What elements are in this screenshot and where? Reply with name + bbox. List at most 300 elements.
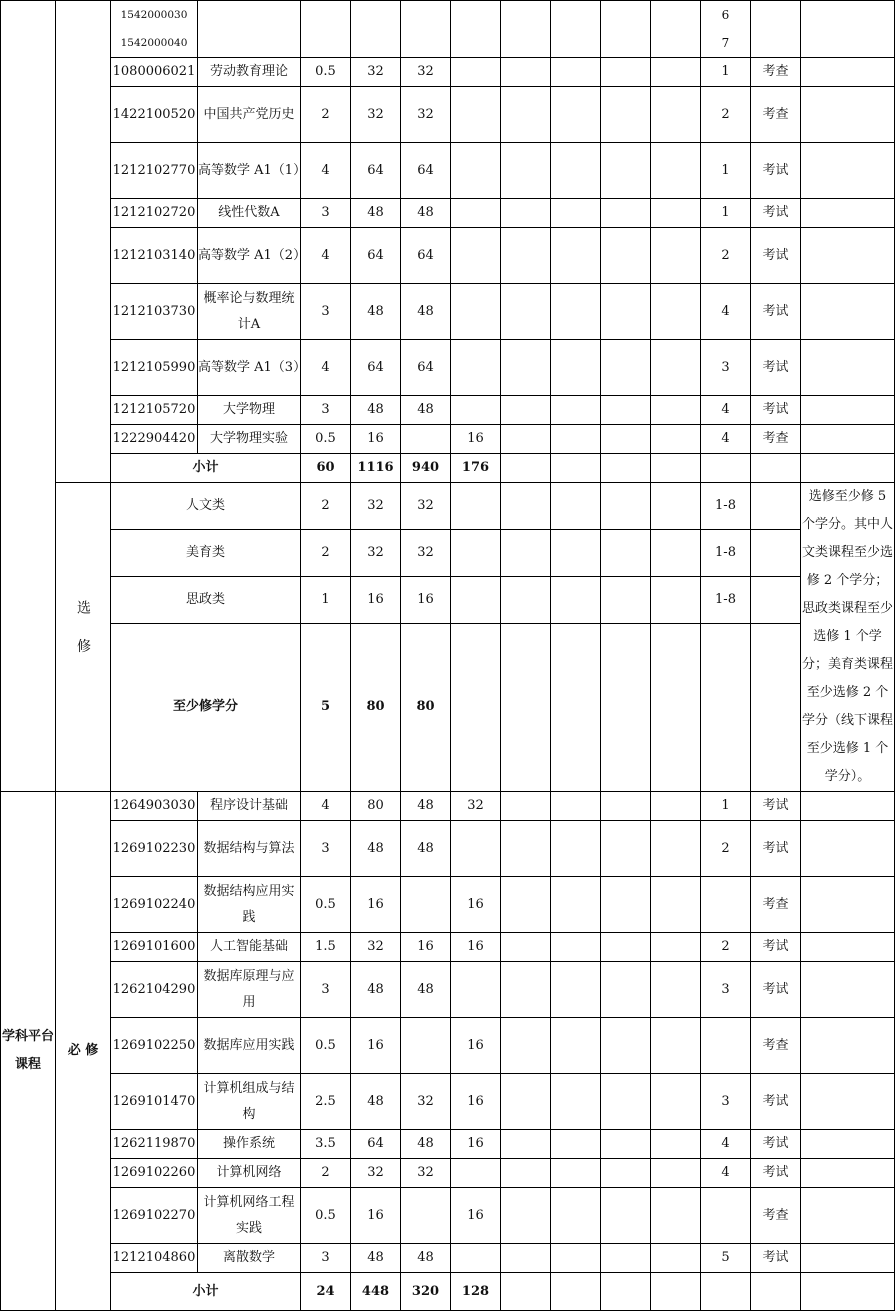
course-name: 数据库应用实践 <box>198 1018 301 1074</box>
course-name: 数据结构与算法 <box>198 821 301 877</box>
lecture-hours: 32 <box>401 58 451 87</box>
credit: 3 <box>301 396 351 425</box>
empty-cell <box>551 1130 601 1159</box>
empty-cell <box>651 1159 701 1188</box>
total-hours: 48 <box>351 1244 401 1273</box>
empty-cell <box>651 933 701 962</box>
assessment: 考试 <box>751 1159 801 1188</box>
course-code: 1080006021 <box>111 58 198 87</box>
empty-cell <box>601 821 651 877</box>
subtotal-hours: 448 <box>351 1273 401 1311</box>
table-row <box>1 1018 895 1074</box>
empty-cell <box>651 284 701 340</box>
subtotal-label: 小计 <box>111 454 301 483</box>
total-hours: 48 <box>351 821 401 877</box>
empty-cell <box>501 1018 551 1074</box>
credit: 4 <box>301 143 351 199</box>
min-lecture: 80 <box>401 623 451 791</box>
lab-hours: 32 <box>451 792 501 821</box>
empty-cell <box>551 1 601 58</box>
credit: 2.5 <box>301 1074 351 1130</box>
note-cell <box>801 1244 895 1273</box>
credit: 3 <box>301 199 351 228</box>
note-cell <box>801 284 895 340</box>
empty-cell <box>651 87 701 143</box>
empty-cell <box>551 1159 601 1188</box>
course-name <box>198 1 301 58</box>
lecture-hours: 32 <box>401 529 451 576</box>
table-row <box>1 1130 895 1159</box>
empty-cell <box>451 529 501 576</box>
empty-cell <box>601 1018 651 1074</box>
type-label: 必 修 <box>56 792 111 1311</box>
empty-cell <box>751 483 801 530</box>
empty-cell <box>701 454 751 483</box>
empty-cell <box>651 1 701 58</box>
type-cell <box>56 1 111 483</box>
note-cell <box>801 1130 895 1159</box>
lecture-hours: 48 <box>401 396 451 425</box>
empty-cell <box>751 576 801 623</box>
assessment: 考试 <box>751 933 801 962</box>
note-cell <box>801 1018 895 1074</box>
empty-cell <box>651 1018 701 1074</box>
note-cell <box>801 877 895 933</box>
assessment: 考试 <box>751 199 801 228</box>
empty-cell <box>601 1074 651 1130</box>
empty-cell <box>651 454 701 483</box>
table-row <box>1 623 895 791</box>
assessment: 考试 <box>751 340 801 396</box>
empty-cell <box>801 1273 895 1311</box>
semester: 1 <box>701 199 751 228</box>
note-cell <box>801 396 895 425</box>
lecture-hours: 32 <box>401 1074 451 1130</box>
empty-cell <box>501 1074 551 1130</box>
empty-cell <box>551 228 601 284</box>
empty-cell <box>551 877 601 933</box>
total-hours: 16 <box>351 877 401 933</box>
min-credit: 5 <box>301 623 351 791</box>
empty-cell <box>651 1244 701 1273</box>
course-name: 计算机网络工程实践 <box>198 1188 301 1244</box>
empty-cell <box>651 529 701 576</box>
empty-cell <box>801 454 895 483</box>
course-code: 1269102260 <box>111 1159 198 1188</box>
total-hours: 32 <box>351 87 401 143</box>
empty-cell <box>601 143 651 199</box>
table-row <box>1 1244 895 1273</box>
lecture-hours: 48 <box>401 792 451 821</box>
empty-cell <box>651 396 701 425</box>
semester: 1-8 <box>701 483 751 530</box>
table-row <box>1 483 895 530</box>
note-cell <box>801 143 895 199</box>
table-row <box>1 228 895 284</box>
table-row <box>1 821 895 877</box>
course-name: 数据库原理与应用 <box>198 962 301 1018</box>
course-code: 1212103140 <box>111 228 198 284</box>
note-cell <box>801 1159 895 1188</box>
lab-hours: 16 <box>451 1130 501 1159</box>
course-code: 1269102230 <box>111 821 198 877</box>
lab-hours: 16 <box>451 1074 501 1130</box>
empty-cell <box>501 576 551 623</box>
total-hours <box>351 1 401 58</box>
empty-cell <box>651 483 701 530</box>
semester: 3 <box>701 1074 751 1130</box>
empty-cell <box>601 199 651 228</box>
min-credit-label: 至少修学分 <box>111 623 301 791</box>
empty-cell <box>551 199 601 228</box>
group-cell <box>1 1 56 792</box>
empty-cell <box>651 199 701 228</box>
note-cell <box>801 340 895 396</box>
empty-cell <box>501 1244 551 1273</box>
course-code: 1212104860 <box>111 1244 198 1273</box>
note-cell <box>801 1 895 58</box>
empty-cell <box>601 1 651 58</box>
empty-cell <box>651 1130 701 1159</box>
table-row <box>1 454 895 483</box>
credit: 2 <box>301 1159 351 1188</box>
empty-cell <box>601 228 651 284</box>
empty-cell <box>501 529 551 576</box>
empty-cell <box>501 396 551 425</box>
empty-cell <box>601 1130 651 1159</box>
subtotal-label: 小计 <box>111 1273 301 1311</box>
course-code: 1269101600 <box>111 933 198 962</box>
group-label: 学科平台课程 <box>1 792 56 1311</box>
note-cell <box>801 199 895 228</box>
empty-cell <box>651 228 701 284</box>
table-row <box>1 58 895 87</box>
total-hours: 48 <box>351 1074 401 1130</box>
total-hours: 64 <box>351 228 401 284</box>
semester: 5 <box>701 1244 751 1273</box>
credit: 2 <box>301 483 351 530</box>
empty-cell <box>651 821 701 877</box>
course-name: 计算机组成与结构 <box>198 1074 301 1130</box>
credit: 4 <box>301 228 351 284</box>
semester <box>701 1 751 58</box>
lab-hours <box>451 58 501 87</box>
lecture-hours: 32 <box>401 1159 451 1188</box>
elective-type: 美育类 <box>111 529 301 576</box>
empty-cell <box>651 1188 701 1244</box>
total-hours: 16 <box>351 425 401 454</box>
empty-cell <box>501 792 551 821</box>
course-code: 1262119870 <box>111 1130 198 1159</box>
empty-cell <box>601 1188 651 1244</box>
credit: 0.5 <box>301 1188 351 1244</box>
lecture-hours: 32 <box>401 87 451 143</box>
lecture-hours: 64 <box>401 143 451 199</box>
total-hours: 16 <box>351 1018 401 1074</box>
semester: 1-8 <box>701 529 751 576</box>
empty-cell <box>551 284 601 340</box>
lab-hours <box>451 396 501 425</box>
empty-cell <box>601 1273 651 1311</box>
min-hours: 80 <box>351 623 401 791</box>
empty-cell <box>501 1159 551 1188</box>
empty-cell <box>601 284 651 340</box>
semester <box>701 1018 751 1074</box>
empty-cell <box>601 1244 651 1273</box>
total-hours: 48 <box>351 199 401 228</box>
course-name: 劳动教育理论 <box>198 58 301 87</box>
lab-hours: 16 <box>451 1018 501 1074</box>
lecture-hours <box>401 425 451 454</box>
table-row <box>1 962 895 1018</box>
empty-cell <box>651 576 701 623</box>
semester: 1-8 <box>701 576 751 623</box>
course-name: 数据结构应用实践 <box>198 877 301 933</box>
lecture-hours: 16 <box>401 933 451 962</box>
credit: 3 <box>301 821 351 877</box>
assessment: 考查 <box>751 425 801 454</box>
semester: 2 <box>701 87 751 143</box>
assessment: 考查 <box>751 877 801 933</box>
course-code: 1212105990 <box>111 340 198 396</box>
lecture-hours <box>401 877 451 933</box>
table-row <box>1 396 895 425</box>
empty-cell <box>501 454 551 483</box>
course-name: 计算机网络 <box>198 1159 301 1188</box>
empty-cell <box>451 623 501 791</box>
empty-cell <box>551 1188 601 1244</box>
lab-hours <box>451 1159 501 1188</box>
table-row <box>1 284 895 340</box>
semester: 4 <box>701 425 751 454</box>
assessment: 考试 <box>751 821 801 877</box>
course-name: 中国共产党历史 <box>198 87 301 143</box>
course-name: 概率论与数理统计A <box>198 284 301 340</box>
elective-category-label: 选 修 <box>75 600 91 663</box>
empty-cell <box>451 483 501 530</box>
note-cell <box>801 933 895 962</box>
empty-cell <box>601 962 651 1018</box>
course-code: 1222904420 <box>111 425 198 454</box>
course-name: 高等数学 A1（3） <box>198 340 301 396</box>
lab-hours <box>451 284 501 340</box>
empty-cell <box>601 58 651 87</box>
elective-category <box>56 483 111 792</box>
course-name: 高等数学 A1（1） <box>198 143 301 199</box>
assessment: 考试 <box>751 962 801 1018</box>
course-code: 1269102270 <box>111 1188 198 1244</box>
empty-cell <box>501 483 551 530</box>
lecture-hours: 48 <box>401 199 451 228</box>
empty-cell <box>501 199 551 228</box>
lab-hours: 16 <box>451 425 501 454</box>
total-hours: 48 <box>351 962 401 1018</box>
lecture-hours: 32 <box>401 483 451 530</box>
empty-cell <box>701 1273 751 1311</box>
empty-cell <box>501 1273 551 1311</box>
empty-cell <box>751 1273 801 1311</box>
credit: 3 <box>301 962 351 1018</box>
total-hours: 32 <box>351 529 401 576</box>
subtotal-lecture: 320 <box>401 1273 451 1311</box>
credit: 1 <box>301 576 351 623</box>
lab-hours <box>451 340 501 396</box>
credit: 0.5 <box>301 58 351 87</box>
empty-cell <box>751 623 801 791</box>
table-row <box>1 340 895 396</box>
empty-cell <box>651 623 701 791</box>
semester: 1 <box>701 58 751 87</box>
empty-cell <box>601 425 651 454</box>
empty-cell <box>601 483 651 530</box>
empty-cell <box>551 1074 601 1130</box>
assessment: 考试 <box>751 1130 801 1159</box>
empty-cell <box>501 340 551 396</box>
total-hours: 32 <box>351 483 401 530</box>
assessment: 考试 <box>751 1244 801 1273</box>
lecture-hours: 48 <box>401 1244 451 1273</box>
semester: 4 <box>701 1159 751 1188</box>
course-name: 线性代数A <box>198 199 301 228</box>
empty-cell <box>501 87 551 143</box>
table-row <box>1 87 895 143</box>
credit: 0.5 <box>301 1018 351 1074</box>
total-hours: 32 <box>351 1159 401 1188</box>
empty-cell <box>551 933 601 962</box>
cell-line: 1542000040 <box>120 37 188 49</box>
credit: 3 <box>301 1244 351 1273</box>
empty-cell <box>701 623 751 791</box>
course-name: 大学物理实验 <box>198 425 301 454</box>
total-hours: 48 <box>351 284 401 340</box>
table-row <box>1 1273 895 1311</box>
lab-hours <box>451 962 501 1018</box>
course-code <box>111 1 198 58</box>
empty-cell <box>651 425 701 454</box>
empty-cell <box>551 821 601 877</box>
empty-cell <box>651 1074 701 1130</box>
elective-type: 思政类 <box>111 576 301 623</box>
note-cell <box>801 58 895 87</box>
assessment: 考试 <box>751 396 801 425</box>
table-row <box>1 1188 895 1244</box>
elective-type: 人文类 <box>111 483 301 530</box>
empty-cell <box>601 576 651 623</box>
empty-cell <box>601 454 651 483</box>
empty-cell <box>501 821 551 877</box>
lecture-hours: 48 <box>401 962 451 1018</box>
course-name: 人工智能基础 <box>198 933 301 962</box>
empty-cell <box>501 58 551 87</box>
subtotal-lab: 128 <box>451 1273 501 1311</box>
course-code: 1212103730 <box>111 284 198 340</box>
empty-cell <box>501 425 551 454</box>
empty-cell <box>601 933 651 962</box>
credit: 3.5 <box>301 1130 351 1159</box>
cell-line: 1542000030 <box>120 9 188 21</box>
empty-cell <box>651 340 701 396</box>
empty-cell <box>501 933 551 962</box>
subtotal-lecture: 940 <box>401 454 451 483</box>
empty-cell <box>551 483 601 530</box>
lecture-hours: 16 <box>401 576 451 623</box>
cell-line: 6 <box>721 8 730 22</box>
empty-cell <box>551 143 601 199</box>
credit: 2 <box>301 529 351 576</box>
empty-cell <box>501 1130 551 1159</box>
assessment: 考查 <box>751 58 801 87</box>
semester: 1 <box>701 792 751 821</box>
table-row <box>1 933 895 962</box>
empty-cell <box>651 792 701 821</box>
table-row <box>1 877 895 933</box>
lecture-hours: 64 <box>401 228 451 284</box>
empty-cell <box>501 877 551 933</box>
semester: 4 <box>701 396 751 425</box>
lab-hours <box>451 143 501 199</box>
semester: 2 <box>701 821 751 877</box>
total-hours: 32 <box>351 58 401 87</box>
course-name: 操作系统 <box>198 1130 301 1159</box>
empty-cell <box>651 1273 701 1311</box>
course-name: 程序设计基础 <box>198 792 301 821</box>
assessment: 考试 <box>751 792 801 821</box>
empty-cell <box>551 454 601 483</box>
credit: 4 <box>301 792 351 821</box>
semester <box>701 877 751 933</box>
empty-cell <box>651 877 701 933</box>
note-cell <box>801 792 895 821</box>
cell-line: 7 <box>721 36 730 50</box>
total-hours: 16 <box>351 576 401 623</box>
assessment <box>751 1 801 58</box>
course-code: 1212102770 <box>111 143 198 199</box>
semester: 3 <box>701 340 751 396</box>
total-hours: 64 <box>351 1130 401 1159</box>
note-cell <box>801 821 895 877</box>
credit: 0.5 <box>301 877 351 933</box>
semester: 2 <box>701 933 751 962</box>
empty-cell <box>601 87 651 143</box>
empty-cell <box>501 143 551 199</box>
note-cell <box>801 1074 895 1130</box>
note-cell <box>801 228 895 284</box>
semester: 4 <box>701 1130 751 1159</box>
course-code: 1264903030 <box>111 792 198 821</box>
total-hours: 48 <box>351 396 401 425</box>
empty-cell <box>551 425 601 454</box>
credit: 4 <box>301 340 351 396</box>
empty-cell <box>651 143 701 199</box>
table-body <box>1 1 895 1311</box>
credit: 3 <box>301 284 351 340</box>
lab-hours: 16 <box>451 1188 501 1244</box>
subtotal-credit: 24 <box>301 1273 351 1311</box>
empty-cell <box>551 396 601 425</box>
empty-cell <box>501 1 551 58</box>
empty-cell <box>501 623 551 791</box>
elective-note: 选修至少修 5 个学分。其中人文类课程至少选修 2 个学分；思政类课程至少选修 1 个学分；美育类课程至少选修 2 个学分（线下课程至少选修 1 个学分）。 <box>801 483 895 792</box>
lab-hours <box>451 228 501 284</box>
table-row <box>1 425 895 454</box>
empty-cell <box>601 877 651 933</box>
lecture-hours: 48 <box>401 284 451 340</box>
subtotal-lab: 176 <box>451 454 501 483</box>
empty-cell <box>551 576 601 623</box>
table-row <box>1 576 895 623</box>
credit: 2 <box>301 87 351 143</box>
credit <box>301 1 351 58</box>
